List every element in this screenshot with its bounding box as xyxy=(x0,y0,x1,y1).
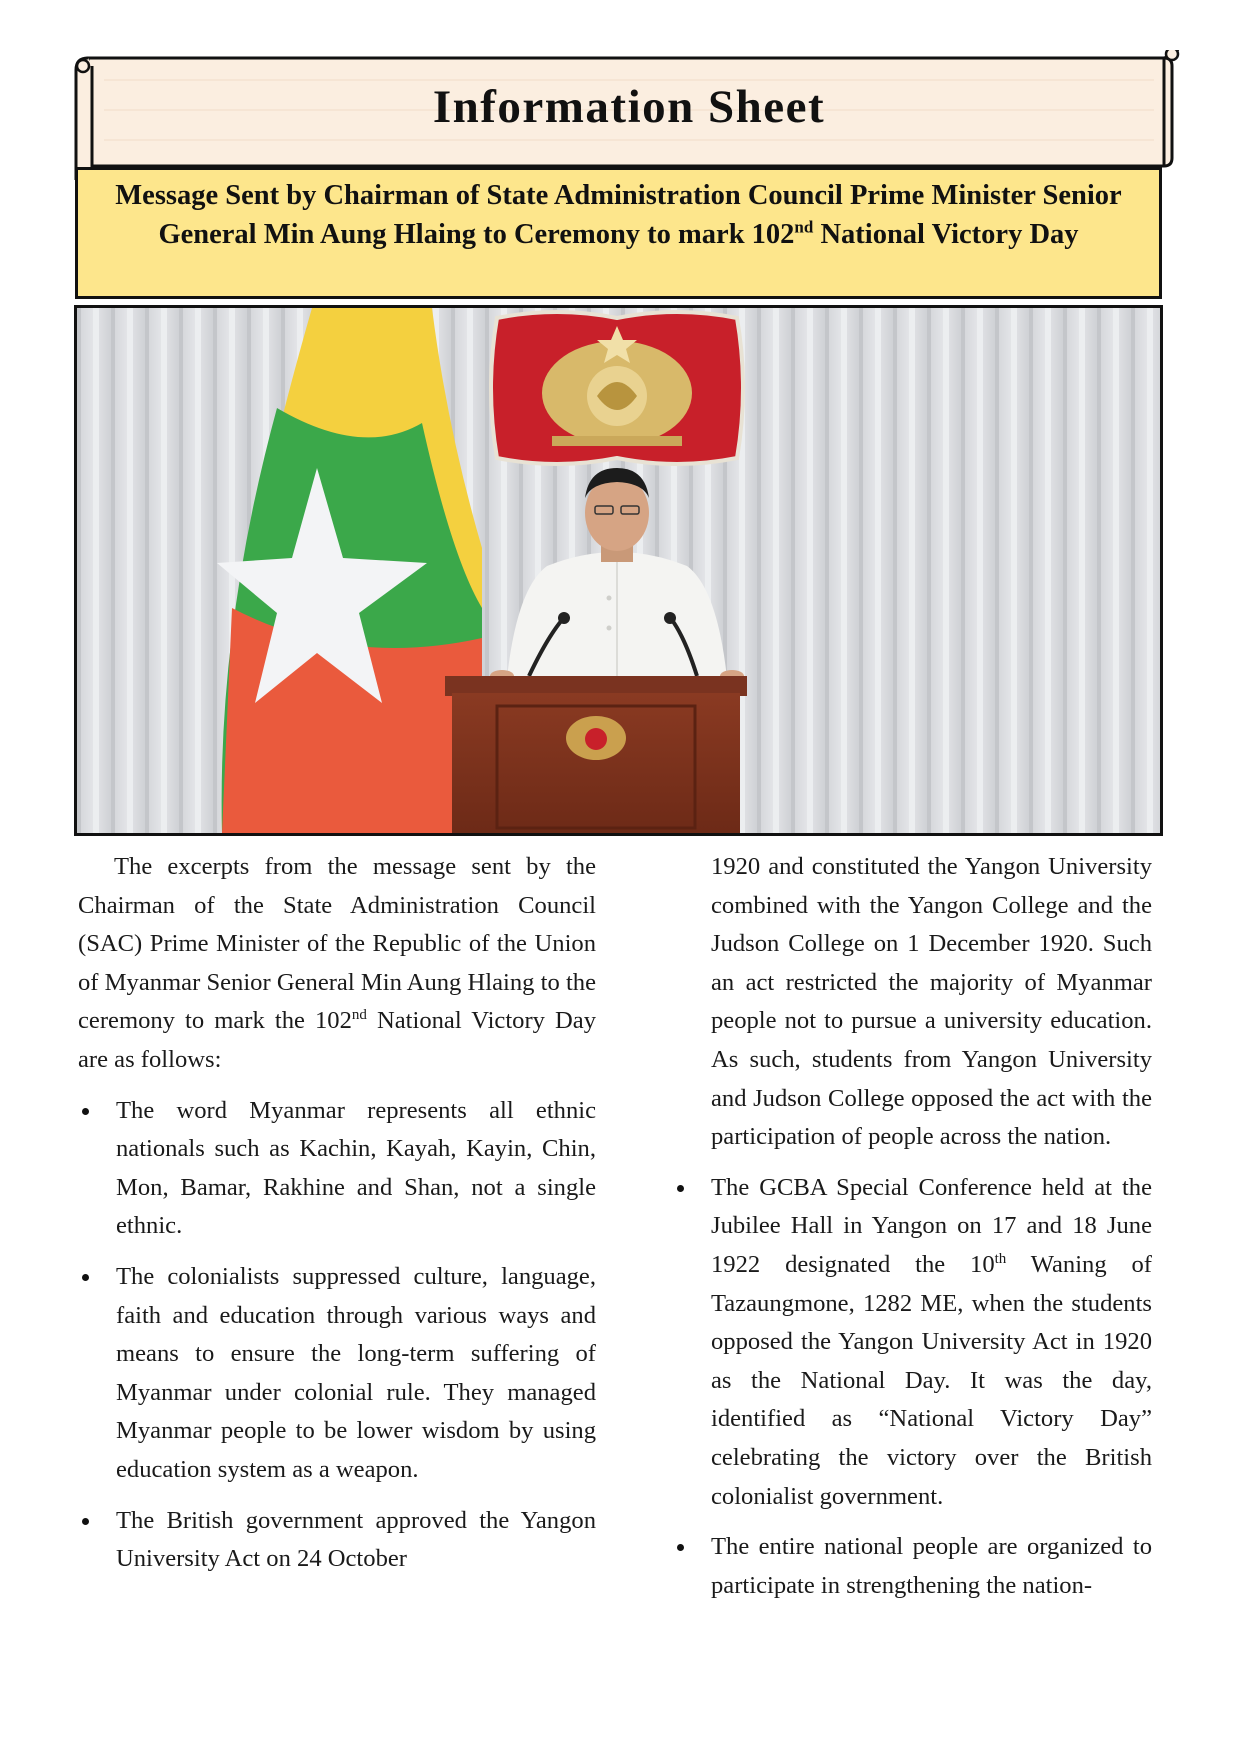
list-item xyxy=(78,1092,596,1246)
podium xyxy=(445,676,747,833)
bullet-icon xyxy=(82,1108,89,1115)
right-column xyxy=(673,848,1152,1617)
bullet-icon xyxy=(677,1544,684,1551)
list-item xyxy=(78,1258,596,1490)
list-item xyxy=(673,1169,1152,1516)
intro-paragraph xyxy=(78,848,596,1080)
bullet-text: The word Myanmar represents all ethnic nationals such as Kachin, Kayah, Kayin, Chin, Mon, Bamar, Rakhine and Shan, not a single ethnic. xyxy=(116,1096,596,1240)
bullet-icon xyxy=(677,1185,684,1192)
state-emblem-icon xyxy=(491,312,743,464)
continuation-paragraph: 1920 and constituted the Yangon University combined with the Yangon College and the Judson College on 1 December 1920. Such an act restricted the majority of Myanmar people not to pursue a university education. As such, students from Yangon University and Judson College opposed the act with the participation of people across the nation. xyxy=(711,853,1152,1151)
page-title: Information Sheet xyxy=(432,81,826,133)
speech-photo xyxy=(74,305,1163,836)
headline-superscript: nd xyxy=(794,217,814,237)
bullet-text-part2: Waning of Tazaungmone, 1282 ME, when the students opposed the Yangon University Act in 1920 as the National Day. It was the day, identified as “National Victory Day” celebrating the victory over the British colonialist government. xyxy=(711,1250,1152,1510)
title-banner xyxy=(74,50,1184,180)
bullet-list-left xyxy=(78,1092,596,1579)
headline-text-part2: National Victory Day xyxy=(813,219,1079,250)
bullet-text: The entire national people are organized to participate in strengthening the nation- xyxy=(711,1533,1152,1599)
photo-podium-speech-icon xyxy=(77,308,1160,833)
bullet-list-right xyxy=(673,1169,1152,1606)
bullet-superscript: th xyxy=(994,1250,1007,1267)
headline xyxy=(78,170,1159,254)
intro-superscript: nd xyxy=(351,1007,367,1024)
list-item xyxy=(78,1502,596,1579)
bullet-icon xyxy=(82,1274,89,1281)
headline-text-part1: Message Sent by Chairman of State Administration Council Prime Minister Senior General Min Aung Hlaing to Ceremony to mark 102 xyxy=(115,180,1122,250)
bullet-text: The colonialists suppressed culture, language, faith and education through various ways and means to ensure the long-term suffering of Myanmar under colonial rule. They managed Myanmar people to be lower wisdom by using education system as a weapon. xyxy=(116,1262,596,1483)
intro-text-part2: National Victory Day are as follows: xyxy=(78,1007,596,1073)
intro-text-part1: The excerpts from the message sent by the Chairman of the State Administration Council (SAC) Prime Minister of the Republic of the Union of Myanmar Senior General Min Aung Hlaing to the ceremony to mark the 102 xyxy=(78,853,596,1035)
headline-box xyxy=(75,167,1162,299)
list-item xyxy=(673,1528,1152,1605)
left-column xyxy=(78,848,596,1591)
bullet-text-part1: The GCBA Special Conference held at the Jubilee Hall in Yangon on 17 and 18 June 1922 designated the 10 xyxy=(711,1173,1152,1278)
bullet-text: The British government approved the Yangon University Act on 24 October xyxy=(116,1506,596,1573)
bullet-icon xyxy=(82,1518,89,1525)
